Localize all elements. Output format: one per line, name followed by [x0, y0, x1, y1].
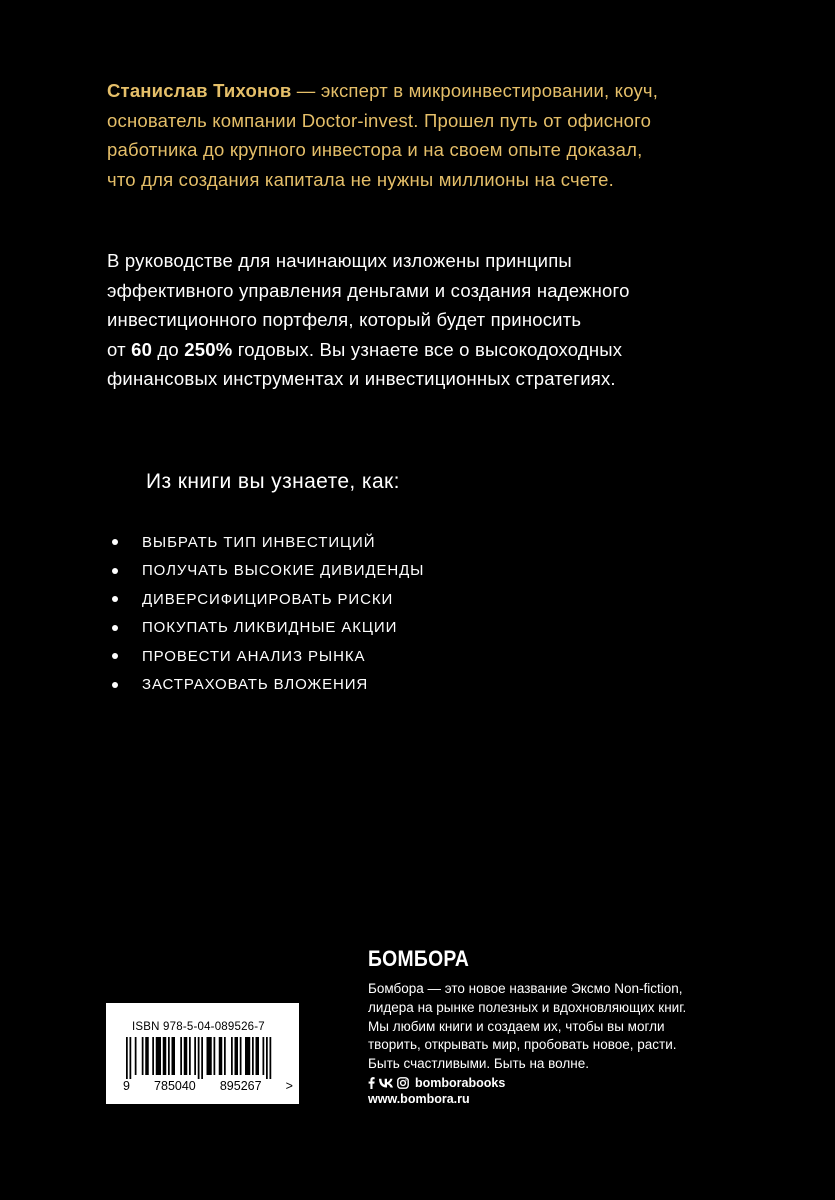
publisher-text-line: лидера на рынке полезных и вдохновляющих книг. [368, 999, 687, 1015]
barcode-icon [122, 1037, 292, 1079]
author-bio-line-4: что для создания капитала не нужны миллионы на счете. [107, 168, 614, 190]
publisher-text-line: Быть счастливыми. Быть на волне. [368, 1056, 589, 1072]
social-links [368, 1076, 505, 1090]
instagram-icon[interactable] [397, 1077, 409, 1089]
barcode-digit-group: 9 [123, 1079, 130, 1093]
bullet-icon [112, 539, 118, 545]
benefits-list [108, 528, 424, 699]
facebook-icon[interactable] [368, 1077, 375, 1089]
author-name: Станислав Тихонов [107, 80, 292, 101]
author-bio-line-3: работника до крупного инвестора и на своем опыте доказал, [107, 139, 643, 160]
list-item-label: ВЫБРАТЬ ТИП ИНВЕСТИЦИЙ [142, 533, 376, 551]
list-item [108, 585, 424, 614]
publisher-logo: БОМБОРА [368, 946, 470, 971]
isbn-number: ISBN 978-5-04-089526-7 [132, 1021, 265, 1033]
list-item-label: ДИВЕРСИФИЦИРОВАТЬ РИСКИ [142, 590, 394, 608]
description-line-4 [107, 335, 757, 365]
publisher-text-line: Бомбора — это новое название Эксмо Non-fiction, [368, 981, 683, 996]
list-item [108, 614, 424, 643]
description-line-1: В руководстве для начинающих изложены принципы [107, 250, 572, 271]
barcode-digit-group: 785040 [154, 1079, 196, 1093]
bullet-icon [112, 596, 118, 602]
list-item [108, 671, 424, 700]
bullet-icon [112, 625, 118, 631]
publisher-description [368, 980, 686, 1074]
list-item-label: ЗАСТРАХОВАТЬ ВЛОЖЕНИЯ [142, 676, 369, 694]
barcode-digit-group: > [285, 1079, 293, 1093]
list-item-label: ПРОВЕСТИ АНАЛИЗ РЫНКА [142, 647, 366, 665]
publisher-text-line: творить, открывать мир, пробовать новое, расти. [368, 1037, 677, 1053]
publisher-text-line: Мы любим книги и создаем их, чтобы вы могли [368, 1018, 665, 1034]
vk-icon[interactable] [379, 1078, 393, 1088]
highlight-number: 60 [131, 338, 153, 360]
list-item [108, 642, 424, 671]
highlight-number: 250% [184, 338, 233, 360]
description-line-2: эффективного управления деньгами и создания надежного [107, 279, 630, 301]
description-text: до [152, 338, 185, 360]
description-text: годовых. Вы узнаете все о высокодоходных [232, 338, 623, 360]
book-description [107, 246, 757, 394]
description-line-3: инвестиционного портфеля, который будет приносить [107, 309, 582, 330]
list-item [108, 528, 424, 557]
barcode-box [106, 1003, 299, 1104]
description-line-5: финансовых инструментах и инвестиционных стратегиях. [107, 368, 616, 389]
author-bio-line-2: основатель компании Doctor-invest. Прошел путь от офисного [107, 109, 652, 131]
list-heading: Из книги вы узнаете, как: [146, 470, 400, 493]
barcode-digits [123, 1079, 293, 1093]
author-bio-line-1 [107, 76, 747, 106]
barcode-digit-group: 895267 [219, 1079, 262, 1093]
list-item-label: ПОКУПАТЬ ЛИКВИДНЫЕ АКЦИИ [142, 619, 398, 637]
bullet-icon [112, 568, 118, 574]
description-text: от [107, 338, 132, 360]
author-bio [107, 76, 747, 194]
bullet-icon [112, 682, 118, 688]
list-item-label: ПОЛУЧАТЬ ВЫСОКИЕ ДИВИДЕНДЫ [142, 562, 425, 580]
publisher-website[interactable]: www.bombora.ru [368, 1092, 470, 1106]
social-handle[interactable]: bomborabooks [415, 1076, 506, 1090]
bullet-icon [112, 653, 118, 659]
list-item [108, 557, 424, 586]
author-bio-text: — эксперт в микроинвестировании, коуч, [291, 80, 659, 101]
